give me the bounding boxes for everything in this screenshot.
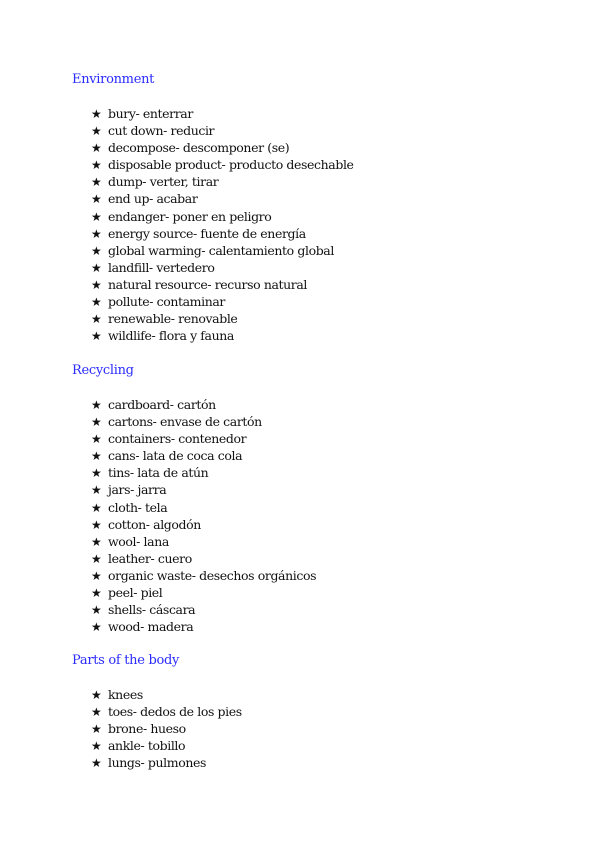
list-item (91, 720, 242, 737)
vocab-entry: disposable product- producto desechable (108, 157, 354, 173)
star-bullet-icon: ★ (91, 568, 102, 583)
vocab-entry: shells- cáscara (108, 602, 196, 618)
vocab-entry: natural resource- recurso natural (108, 276, 308, 292)
vocab-entry: cans- lata de coca cola (108, 448, 243, 464)
list-item (91, 242, 354, 259)
list-item (91, 481, 316, 498)
list-item (91, 686, 242, 703)
list-item (91, 327, 354, 344)
vocab-entry: leather- cuero (108, 550, 192, 566)
list-item (91, 259, 354, 276)
star-bullet-icon: ★ (91, 466, 102, 481)
star-bullet-icon: ★ (91, 329, 102, 344)
list-item (91, 516, 316, 533)
star-bullet-icon: ★ (91, 739, 102, 754)
star-bullet-icon: ★ (91, 722, 102, 737)
section-heading: Environment (72, 72, 155, 87)
list-item (91, 139, 354, 156)
list-item (91, 430, 316, 447)
vocab-entry: knees (108, 687, 143, 702)
vocab-entry: peel- piel (108, 585, 163, 601)
section-heading: Parts of the body (72, 653, 180, 668)
list-item (91, 737, 242, 754)
vocab-entry: bury- enterrar (108, 106, 193, 121)
star-bullet-icon: ★ (91, 209, 102, 224)
star-bullet-icon: ★ (91, 175, 102, 190)
star-bullet-icon: ★ (91, 449, 102, 464)
star-bullet-icon: ★ (91, 551, 102, 566)
vocab-entry: lungs- pulmones (108, 755, 207, 771)
list-item (91, 276, 354, 293)
list-item (91, 173, 354, 190)
list-item (91, 464, 316, 481)
list-item (91, 413, 316, 430)
vocab-entry: wool- lana (108, 533, 169, 549)
list-item (91, 156, 354, 173)
star-bullet-icon: ★ (91, 192, 102, 207)
list-item (91, 208, 354, 225)
vocab-entry: energy source- fuente de energía (108, 225, 306, 241)
vocab-entry: containers- contenedor (108, 431, 247, 447)
list-item (91, 447, 316, 464)
list-item (91, 567, 316, 584)
vocab-entry: decompose- descomponer (se) (108, 140, 290, 156)
vocab-entry: cartons- envase de cartón (108, 414, 262, 430)
star-bullet-icon: ★ (91, 312, 102, 327)
vocab-list (91, 396, 316, 635)
vocab-entry: tins- lata de atún (108, 465, 209, 481)
list-item (91, 310, 354, 327)
vocab-entry: global warming- calentamiento global (108, 242, 334, 258)
star-bullet-icon: ★ (91, 158, 102, 173)
star-bullet-icon: ★ (91, 534, 102, 549)
list-item (91, 499, 316, 516)
vocab-entry: toes- dedos de los pies (108, 704, 242, 720)
vocab-entry: jars- jarra (108, 482, 167, 498)
vocab-entry: landfill- vertedero (108, 259, 215, 275)
star-bullet-icon: ★ (91, 483, 102, 498)
star-bullet-icon: ★ (91, 243, 102, 258)
star-bullet-icon: ★ (91, 107, 102, 121)
vocab-entry: cardboard- cartón (108, 397, 216, 412)
list-item (91, 601, 316, 618)
star-bullet-icon: ★ (91, 260, 102, 275)
star-bullet-icon: ★ (91, 705, 102, 720)
vocab-entry: brone- hueso (108, 721, 186, 737)
vocab-entry: cotton- algodón (108, 516, 201, 532)
vocab-list (91, 105, 354, 344)
section-heading: Recycling (72, 363, 134, 378)
list-item (91, 225, 354, 242)
list-item (91, 550, 316, 567)
vocab-entry: end up- acabar (108, 191, 198, 207)
vocab-list (91, 686, 242, 771)
star-bullet-icon: ★ (91, 415, 102, 430)
list-item (91, 293, 354, 310)
star-bullet-icon: ★ (91, 620, 102, 635)
star-bullet-icon: ★ (91, 277, 102, 292)
star-bullet-icon: ★ (91, 500, 102, 515)
star-bullet-icon: ★ (91, 432, 102, 447)
vocab-entry: wood- madera (108, 619, 194, 635)
star-bullet-icon: ★ (91, 124, 102, 139)
star-bullet-icon: ★ (91, 756, 102, 771)
vocab-entry: cloth- tela (108, 499, 168, 515)
list-item (91, 190, 354, 207)
list-item (91, 396, 316, 413)
vocab-entry: organic waste- desechos orgánicos (108, 567, 317, 583)
vocab-entry: cut down- reducir (108, 123, 215, 139)
list-item (91, 618, 316, 635)
star-bullet-icon: ★ (91, 688, 102, 702)
star-bullet-icon: ★ (91, 517, 102, 532)
star-bullet-icon: ★ (91, 141, 102, 156)
list-item (91, 105, 354, 122)
list-item (91, 703, 242, 720)
vocab-entry: pollute- contaminar (108, 294, 225, 310)
star-bullet-icon: ★ (91, 226, 102, 241)
list-item (91, 584, 316, 601)
vocab-entry: renewable- renovable (108, 311, 238, 327)
star-bullet-icon: ★ (91, 295, 102, 310)
list-item (91, 533, 316, 550)
vocab-entry: ankle- tobillo (108, 738, 186, 754)
star-bullet-icon: ★ (91, 603, 102, 618)
star-bullet-icon: ★ (91, 586, 102, 601)
vocab-entry: endanger- poner en peligro (108, 208, 272, 224)
list-item (91, 122, 354, 139)
star-bullet-icon: ★ (91, 398, 102, 412)
list-item (91, 754, 242, 771)
vocab-entry: dump- verter, tirar (108, 174, 219, 190)
vocab-entry: wildlife- flora y fauna (108, 328, 234, 344)
